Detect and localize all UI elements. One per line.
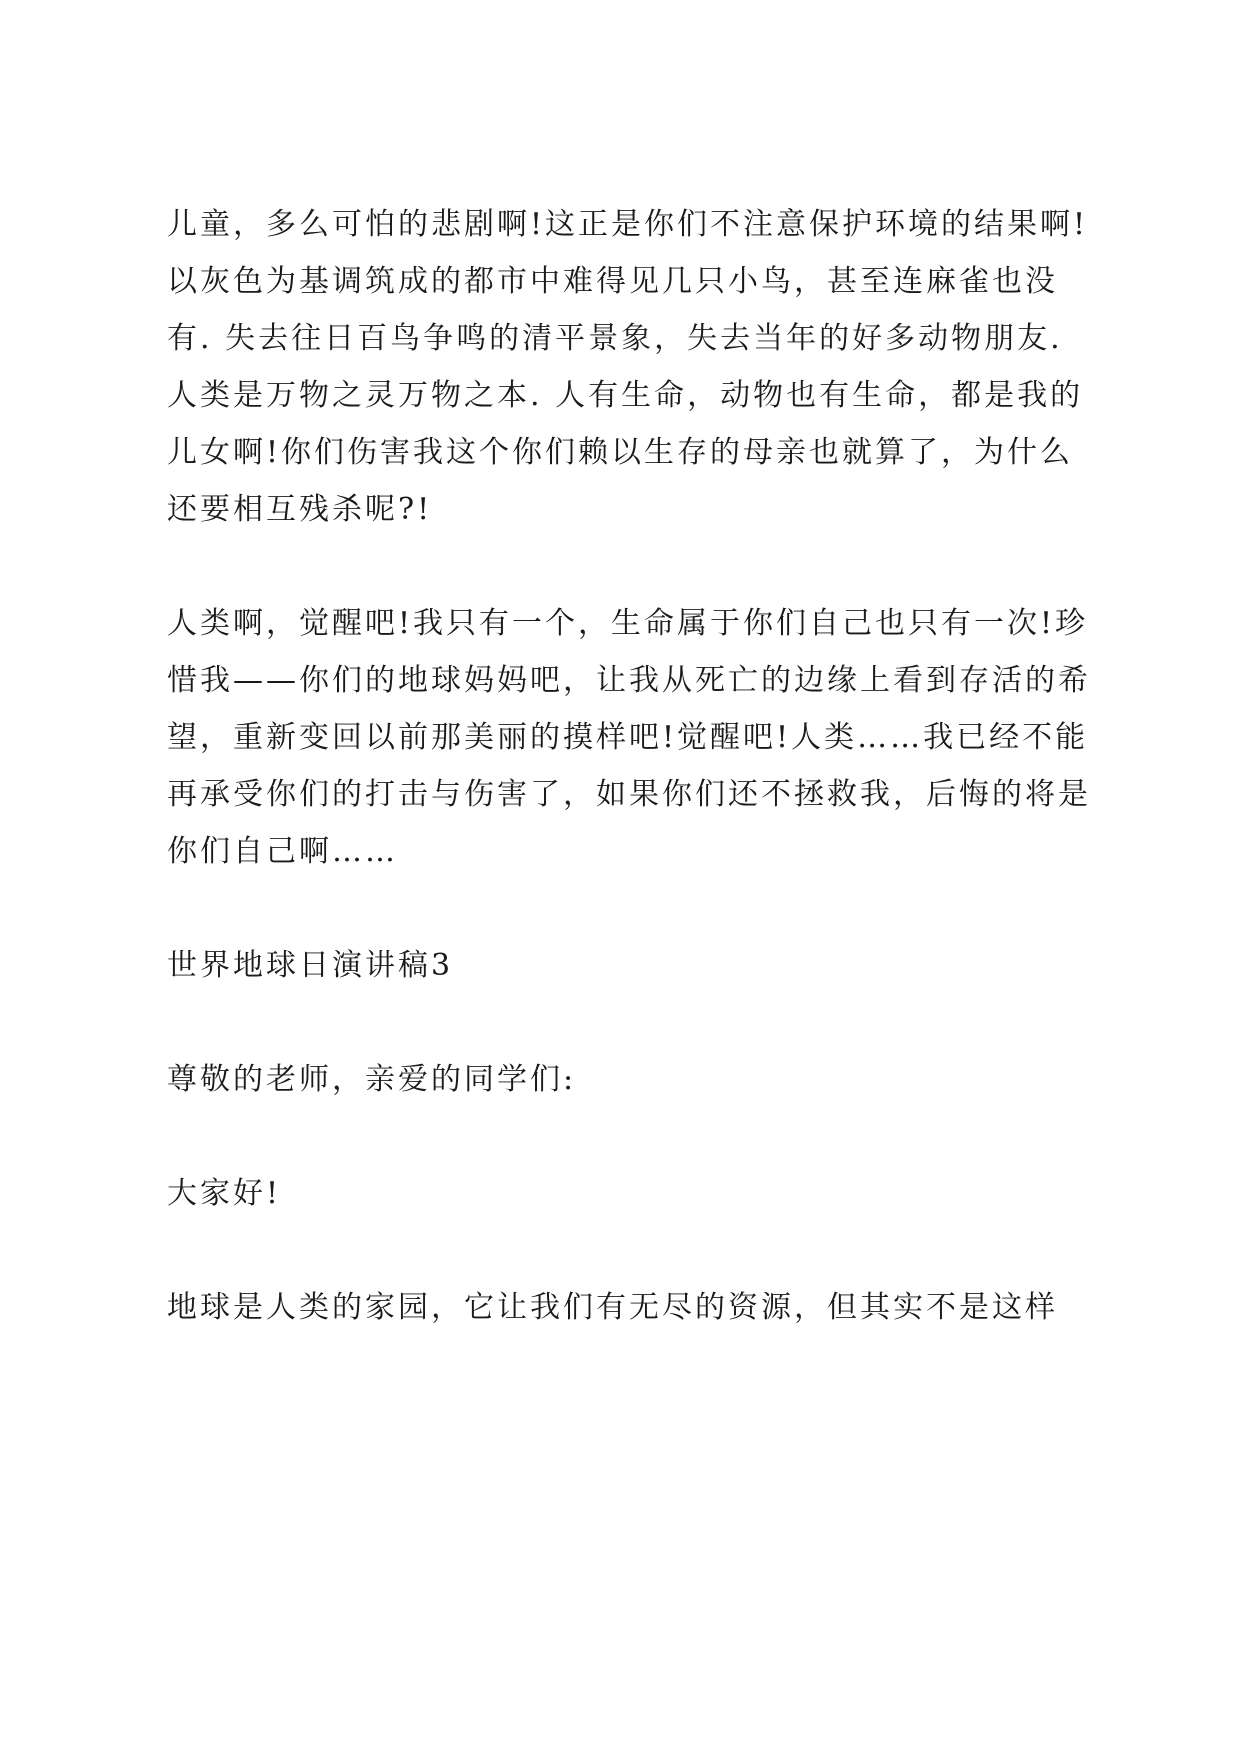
- section-heading: 世界地球日演讲稿3: [167, 948, 454, 983]
- paragraph-3-line-1: 地球是人类的家园，它让我们有无尽的资源，但其实不是这样: [167, 1290, 1058, 1325]
- paragraph-2-line-2: 惜我——你们的地球妈妈吧，让我从死亡的边缘上看到存活的希: [167, 663, 1091, 698]
- paragraph-1-line-5: 儿女啊!你们伤害我这个你们赖以生存的母亲也就算了，为什么: [167, 435, 1074, 470]
- paragraph-1-line-2: 以灰色为基调筑成的都市中难得见几只小鸟，甚至连麻雀也没: [167, 264, 1058, 299]
- paragraph-1-line-6: 还要相互残杀呢?!: [167, 492, 433, 527]
- paragraph-2-line-5: 你们自己啊……: [167, 834, 398, 869]
- paragraph-1-line-3: 有. 失去往日百鸟争鸣的清平景象，失去当年的好多动物朋友.: [167, 321, 1063, 356]
- paragraph-1-line-4: 人类是万物之灵万物之本. 人有生命，动物也有生命，都是我的: [167, 378, 1084, 413]
- greeting: 大家好!: [167, 1176, 282, 1211]
- paragraph-2-line-1: 人类啊，觉醒吧!我只有一个，生命属于你们自己也只有一次!珍: [167, 606, 1089, 641]
- paragraph-1-line-1: 儿童，多么可怕的悲剧啊!这正是你们不注意保护环境的结果啊!: [167, 207, 1089, 242]
- paragraph-2-line-4: 再承受你们的打击与伤害了，如果你们还不拯救我，后悔的将是: [167, 777, 1091, 812]
- salutation: 尊敬的老师，亲爱的同学们:: [167, 1062, 577, 1097]
- paragraph-2-line-3: 望，重新变回以前那美丽的摸样吧!觉醒吧!人类……我已经不能: [167, 720, 1089, 755]
